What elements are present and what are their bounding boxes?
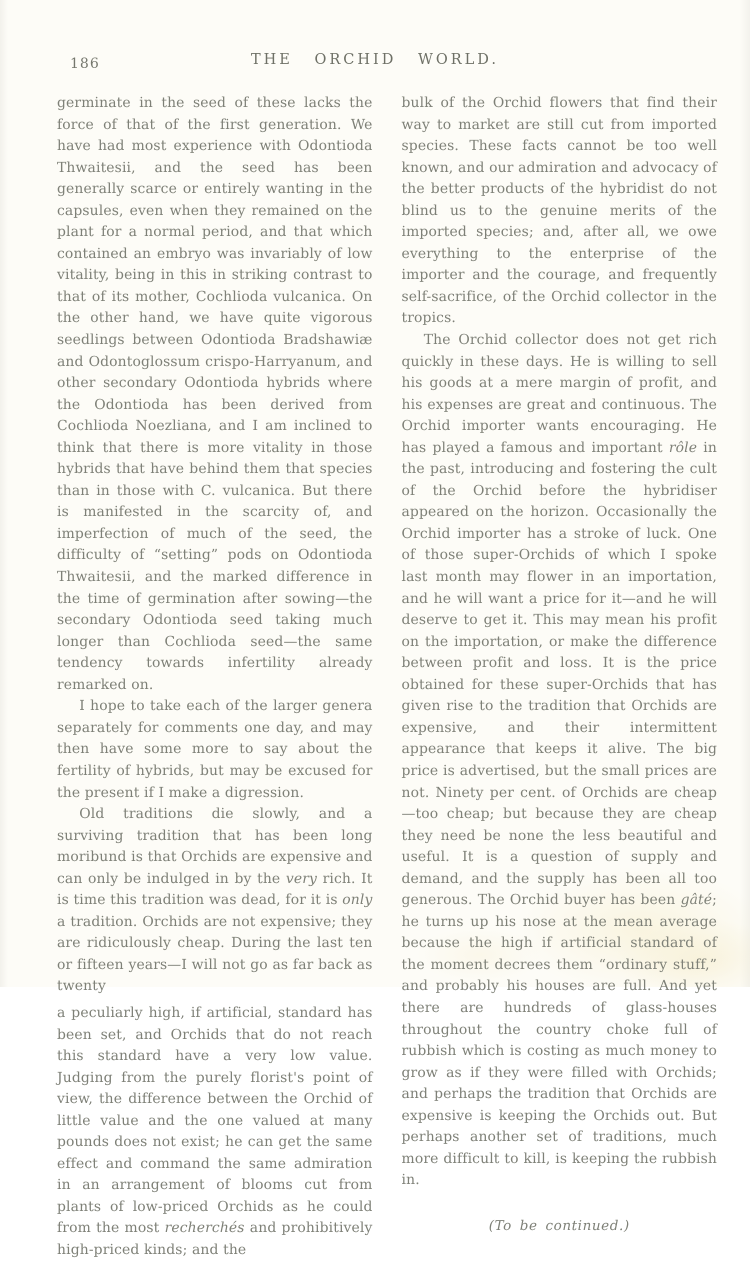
paragraph: germinate in the seed of these lacks the force of that of the first generation. We have had most experience with Odontioda Thwaitesii, and the seed has been generally scarce or entirely wanting in the capsules, even when they remained on the plant for a normal period, and that which contained an embryo was invariably of low vitality, being in this in striking contrast to that of its mother, Cochlioda vulcanica. On the other hand, we have quite vigorous seedlings between Odontioda Bradshawiæ and Odontoglossum crispo-Harryanum, and other secondary Odontioda hybrids where the Odontioda has been derived from Cochlioda Noezliana, and I am inclined to think that there is more vitality in those hybrids that have behind them that species than in those with C. vulcanica. But there is manifested in the scarcity of, and imperfection of much of the seed, the difficulty of “setting” pods on Odontioda Thwaitesii, and the marked difference in the time of germination after sowing—the secondary Odontioda seed taking much longer than Cochlioda seed—the same tendency towards infertility already remarked on. xyxy=(57,95,373,693)
paragraph: I hope to take each of the larger genera separately for comments one day, and may then have some more to say about the fertility of hybrids, but may be excused for the present if I make a digression. xyxy=(57,698,373,801)
paragraph: (To be continued.) xyxy=(488,1217,630,1234)
text-columns xyxy=(57,93,717,1262)
right-column xyxy=(402,93,718,1262)
paragraph: bulk of the Orchid flowers that find their way to market are still cut from imported species. These facts cannot be too well known, and our admiration and advocacy of the better products of the hybridist do not blind us to the genuine merits of the imported species; and, after all, we owe everything to the enterprise of the importer and the courage, and frequently self-sacrifice, of the Orchid collector in the tropics. xyxy=(401,95,717,327)
running-header xyxy=(0,52,750,76)
page-number: 186 xyxy=(70,56,100,72)
running-head-title: THE ORCHID WORLD. xyxy=(250,52,500,68)
paragraph: Old traditions die slowly, and a surviving tradition that has been long moribund is that Orchids are expensive and can only be indulged in by the very rich. It is time this tradition was dead, for it is only a tradition. Orchids are not expensive; they are ridiculously cheap. During the last ten or fifteen years—I will not go as far back as twenty xyxy=(57,806,373,995)
paragraph: The Orchid collector does not get rich quickly in these days. He is willing to sell his goods at a mere margin of profit, and his expenses are great and continuous. The Orchid importer wants encouraging. He has played a famous and important rôle in the past, introducing and fostering the cult of the Orchid before the hybridiser appeared on the horizon. Occasionally the Orchid importer has a stroke of luck. One of those super-Orchids of which I spoke last month may flower in an importation, and he will want a price for it—and he will deserve to get it. This may mean his profit on the importation, or make the difference between profit and loss. It is the price obtained for these super-Orchids that has given rise to the tradition that Orchids are expensive, and their intermittent appearance that keeps it alive. The big price is advertised, but the small prices are not. Ninety per cent. of Orchids are cheap—too cheap; but because they are cheap they need be none the less beautiful and useful. It is a question of supply and demand, and the supply has been all too generous. The Orchid buyer has been gâté; he turns up his nose at the mean average because the high if artificial standard of the moment decrees them “ordinary stuff,” and probably his houses are full. And yet there are hundreds of glass-houses throughout the country choke full of rubbish which is costing as much money to grow as if they were filled with Orchids; and perhaps the tradition that Orchids are expensive is keeping the Orchids out. But perhaps another set of traditions, much more difficult to kill, is keeping the rubbish in. xyxy=(401,332,717,1189)
left-column xyxy=(57,93,373,1262)
paragraph: a peculiarly high, if artificial, standard has been set, and Orchids that do not reach this standard have a very low value. Judging from the purely florist's point of view, the difference between the Orchid of little value and the one valued at many pounds does not exist; he can get the same effect and command the same admiration in an arrangement of blooms cut from plants of low-priced Orchids as he could from the most recherchés and prohibitively high-priced kinds; and the xyxy=(57,1004,373,1258)
